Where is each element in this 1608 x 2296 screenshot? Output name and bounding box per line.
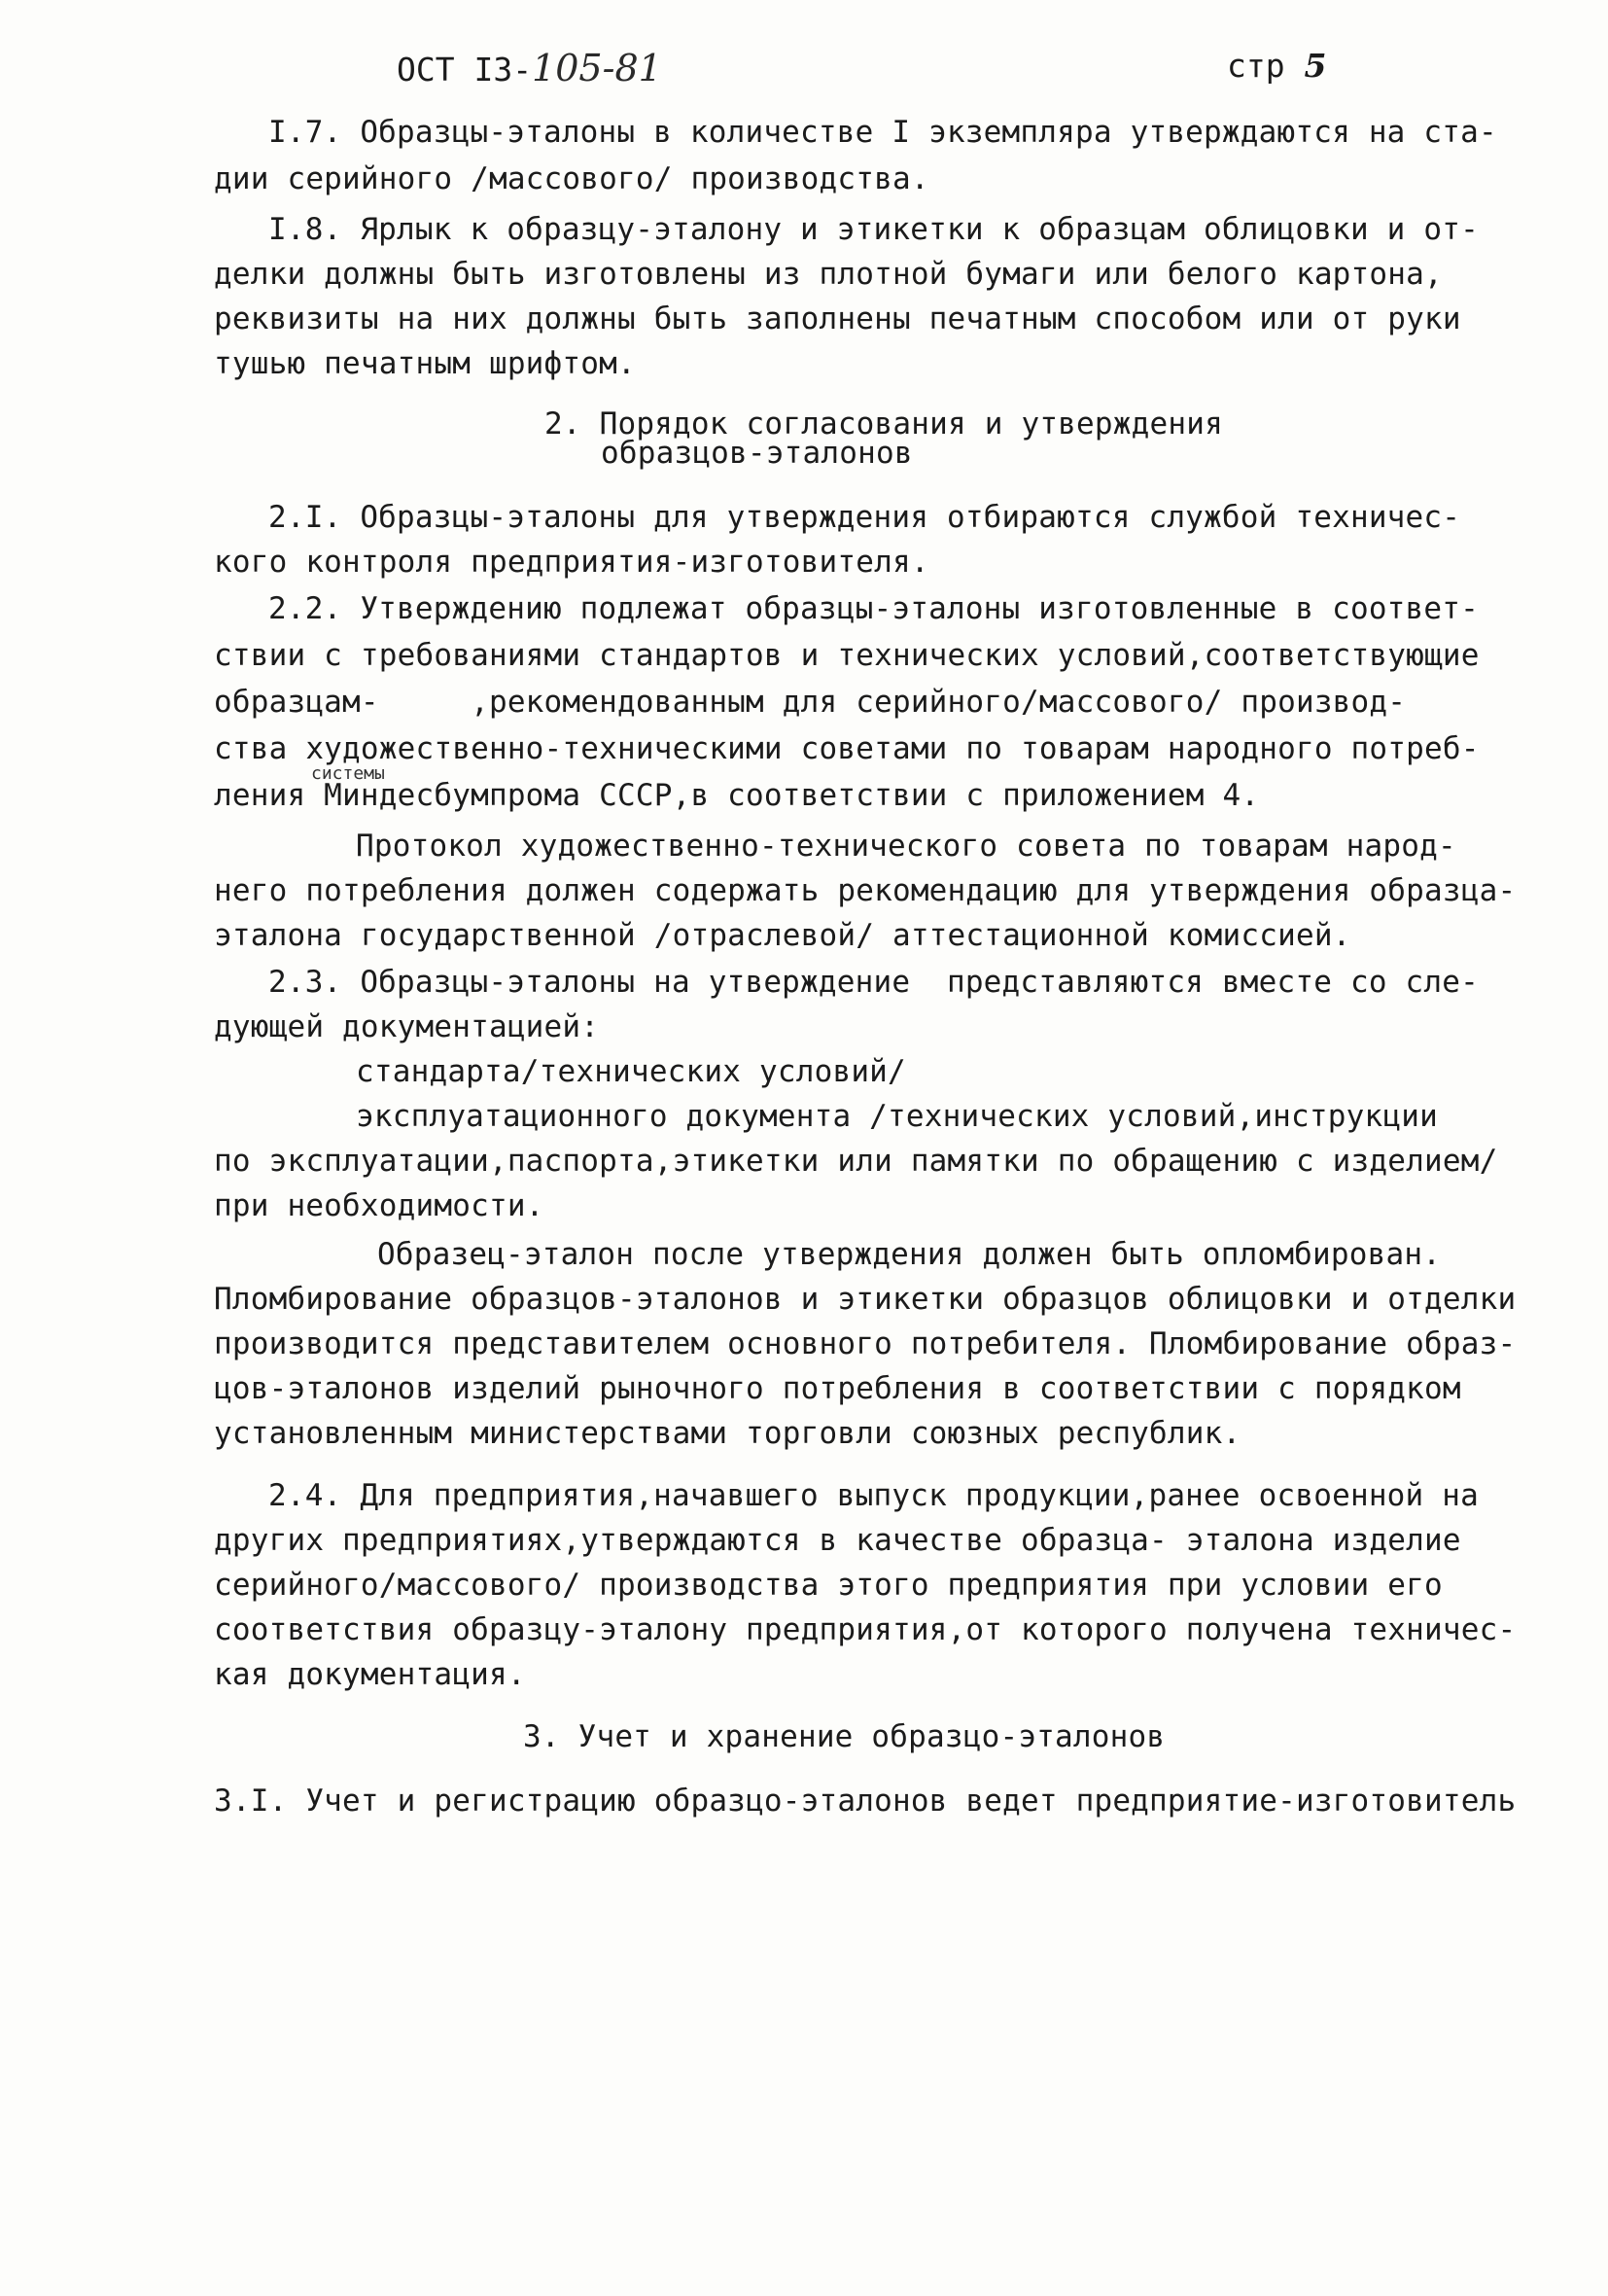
paragraph-line: дии серийного /массового/ производства.: [214, 161, 929, 196]
paragraph-line: ства художественно-техническими советами по товарам народного потреб-: [214, 731, 1480, 766]
section-heading: 2. Порядок согласования и утверждения: [544, 406, 1223, 442]
paragraph-line: других предприятиях,утверждаются в качестве образца- эталона изделие: [214, 1523, 1461, 1558]
paragraph-line: ствии с требованиями стандартов и технических условий,соответствующие: [214, 638, 1480, 673]
paragraph-line: делки должны быть изготовлены из плотной бумаги или белого картона,: [214, 257, 1443, 292]
paragraph-line: установленным министерствами торговли союзных республик.: [214, 1416, 1241, 1451]
page-number: 5: [1304, 47, 1327, 85]
paragraph-line: I.7. Образцы-эталоны в количестве I экземпляра утверждаются на ста-: [268, 115, 1497, 150]
paragraph-line: эксплуатационного документа /технических условий,инструкции: [356, 1099, 1438, 1134]
paragraph-line: 2.2. Утверждению подлежат образцы-эталоны изготовленные в соответ-: [268, 591, 1479, 626]
paragraph-line: дующей документацией:: [214, 1009, 600, 1044]
paragraph-line: кая документация.: [214, 1657, 526, 1692]
standard-number: 105-81: [532, 47, 662, 89]
paragraph-line: эталона государственной /отраслевой/ аттестационной комиссией.: [214, 918, 1351, 953]
paragraph-line: производится представителем основного потребителя. Пломбирование образ-: [214, 1326, 1517, 1361]
paragraph-line: реквизиты на них должны быть заполнены печатным способом или от руки: [214, 301, 1461, 336]
page-indicator: [1227, 47, 1326, 85]
paragraph-line: 2.I. Образцы-эталоны для утверждения отбираются службой техничес-: [268, 500, 1461, 535]
standard-prefix: ОСТ I3-: [397, 51, 533, 88]
paragraph-line: соответствия образцу-эталону предприятия,от которого получена техничес-: [214, 1612, 1517, 1647]
paragraph-line: по эксплуатации,паспорта,этикетки или памятки по обращению с изделием/: [214, 1144, 1498, 1179]
interlinear-note: системы: [311, 763, 385, 784]
paragraph-line: 3.I. Учет и регистрацию образцо-эталонов ведет предприятие-изготовитель: [214, 1784, 1517, 1819]
paragraph-line: Образец-эталон после утверждения должен быть опломбирован.: [377, 1237, 1442, 1272]
paragraph-line: ления Миндесбумпрома СССР,в соответствии с приложением 4.: [214, 778, 1260, 813]
paragraph-line: него потребления должен содержать рекомендацию для утверждения образца-: [214, 873, 1517, 908]
page-label: стр: [1227, 47, 1285, 85]
section-heading: образцов-эталонов: [601, 436, 913, 471]
section-heading: 3. Учет и хранение образцо-эталонов: [523, 1719, 1166, 1754]
paragraph-line: стандарта/технических условий/: [356, 1054, 906, 1089]
paragraph-line: образцам- ,рекомендованным для серийного/массового/ производ-: [214, 685, 1407, 720]
paragraph-line: 2.3. Образцы-эталоны на утверждение представляются вместе со сле-: [268, 965, 1479, 1000]
paragraph-line: серийного/массового/ производства этого предприятия при условии его: [214, 1568, 1443, 1603]
paragraph-line: I.8. Ярлык к образцу-эталону и этикетки к образцам облицовки и от-: [268, 212, 1479, 247]
paragraph-line: Пломбирование образцов-эталонов и этикетки образцов облицовки и отделки: [214, 1282, 1517, 1317]
paragraph-line: тушью печатным шрифтом.: [214, 346, 636, 381]
paragraph-line: цов-эталонов изделий рыночного потребления в соответствии с порядком: [214, 1371, 1461, 1406]
document-code: [397, 47, 662, 89]
paragraph-line: при необходимости.: [214, 1188, 544, 1223]
paragraph-line: кого контроля предприятия-изготовителя.: [214, 545, 929, 580]
paragraph-line: Протокол художественно-технического совета по товарам народ-: [356, 829, 1456, 864]
paragraph-line: 2.4. Для предприятия,начавшего выпуск продукции,ранее освоенной на: [268, 1478, 1479, 1513]
